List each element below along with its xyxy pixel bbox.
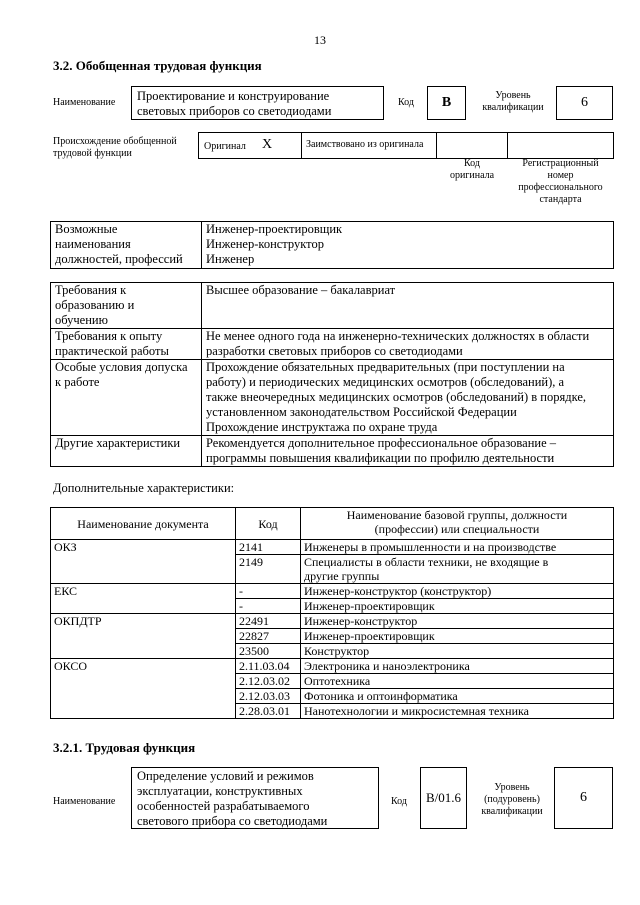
doc-cell: ОКЗ [51, 540, 236, 584]
reg-number-line4: стандарта [539, 194, 582, 205]
code-value: B [427, 86, 466, 120]
requirement-label [51, 329, 202, 360]
requirement-label-line: Требования к опыту [55, 329, 163, 343]
requirement-value-line: также внеочередных медицинских осмотров (обследований) в порядке, [206, 390, 587, 404]
requirement-value-line: работу) и периодических медицинских осмотров (обследований), а [206, 375, 565, 389]
function-name-label: Наименование [53, 796, 116, 807]
requirement-value [202, 283, 614, 329]
table-row [51, 584, 614, 599]
requirement-label-line: к работе [55, 375, 100, 389]
function-code-value: B/01.6 [420, 767, 467, 829]
function-name-line: светового прибора со светодиодами [137, 814, 328, 828]
name-cell: Инженер-конструктор (конструктор) [301, 584, 614, 599]
positions-label-line3: должностей, профессий [55, 252, 183, 266]
function-name-line1: Проектирование и конструирование [137, 89, 330, 103]
additional-table [50, 507, 614, 719]
function-level-line1: Уровень [494, 782, 530, 793]
level-label-line2: квалификации [482, 102, 544, 113]
name-cell: Нанотехнологии и микросистемная техника [301, 704, 614, 719]
reg-number-line1: Регистрационный [522, 158, 599, 169]
requirements-table [50, 282, 614, 467]
positions-table [50, 221, 614, 269]
code-cell: 2.11.03.04 [236, 659, 301, 674]
origin-label [53, 136, 177, 160]
function-name-line: эксплуатации, конструктивных [137, 784, 303, 798]
col-header-name-line1: Наименование базовой группы, должности [346, 508, 568, 522]
function-name-box [131, 86, 384, 120]
col-header-code: Код [236, 508, 301, 540]
function-code-label: Код [391, 796, 407, 807]
code-cell: 2.12.03.02 [236, 674, 301, 689]
code-original-caption [436, 158, 508, 182]
position-item: Инженер-конструктор [206, 237, 324, 251]
col-header-name [301, 508, 614, 540]
code-cell: 2.28.03.01 [236, 704, 301, 719]
requirement-value-line: установленном законодательством Российской Федерации [206, 405, 517, 419]
requirement-value [202, 436, 614, 467]
function-level-line3: квалификации [481, 806, 543, 817]
code-cell: 2141 [236, 540, 301, 555]
requirement-label-line: практической работы [55, 344, 169, 358]
original-cell [198, 132, 302, 159]
name-cell: Конструктор [301, 644, 614, 659]
requirement-value-line: Не менее одного года на инженерно-технических должностях в области [206, 329, 590, 343]
section-heading: 3.2. Обобщенная трудовая функция [53, 58, 262, 73]
requirement-label-line: обучению [55, 313, 108, 327]
code-label: Код [398, 97, 414, 108]
origin-label-line1: Происхождение обобщенной [53, 136, 177, 147]
function-level-line2: (подуровень) [484, 794, 540, 805]
requirement-label-line: Требования к [55, 283, 127, 297]
col-header-doc: Наименование документа [51, 508, 236, 540]
code-original-line2: оригинала [449, 170, 495, 181]
name-cell: Фотоника и оптоинформатика [301, 689, 614, 704]
positions-label [51, 222, 202, 269]
name-cell [301, 555, 614, 584]
requirement-label-line: образованию и [55, 298, 135, 312]
reg-number-caption [507, 158, 614, 206]
name-cell-line1: Специалисты в области техники, не входящие в [304, 555, 549, 569]
level-value: 6 [556, 86, 613, 120]
function-level-value: 6 [554, 767, 613, 829]
reg-number-line3: профессионального [518, 182, 603, 193]
requirement-value-line: Высшее образование – бакалавриат [206, 283, 396, 297]
requirement-value-line: разработки световых приборов со светодиодами [206, 344, 463, 358]
requirement-value-line: Прохождение инструктажа по охране труда [206, 420, 438, 434]
code-original-box [436, 132, 508, 159]
code-cell: - [236, 584, 301, 599]
positions-values [202, 222, 614, 269]
code-cell: 2.12.03.03 [236, 689, 301, 704]
col-header-name-line2: (профессии) или специальности [374, 522, 540, 536]
page-number: 13 [314, 33, 326, 47]
requirement-label [51, 436, 202, 467]
position-item: Инженер-проектировщик [206, 222, 343, 236]
borrowed-label: Заимствовано из оригинала [306, 139, 424, 150]
requirement-label [51, 283, 202, 329]
origin-label-line2: трудовой функции [53, 148, 132, 159]
reg-number-box [507, 132, 614, 159]
doc-cell: ОКСО [51, 659, 236, 719]
doc-cell: ЕКС [51, 584, 236, 614]
additional-title: Дополнительные характеристики: [53, 481, 235, 495]
positions-label-line2: наименования [55, 237, 131, 251]
code-cell: 23500 [236, 644, 301, 659]
function-name-box [131, 767, 379, 829]
level-label [475, 90, 551, 114]
requirement-value [202, 329, 614, 360]
code-cell: 22827 [236, 629, 301, 644]
name-cell: Инженер-проектировщик [301, 599, 614, 614]
table-row [51, 540, 614, 555]
code-cell: - [236, 599, 301, 614]
requirement-label-line: Особые условия допуска [55, 360, 188, 374]
code-original-line1: Код [464, 158, 480, 169]
requirement-value-line: Рекомендуется дополнительное профессиональное образование – [206, 436, 557, 450]
requirement-value-line: Прохождение обязательных предварительных (при поступлении на [206, 360, 565, 374]
code-cell: 2149 [236, 555, 301, 584]
positions-label-line1: Возможные [55, 222, 118, 236]
function-level-label [473, 782, 551, 818]
function-heading: 3.2.1. Трудовая функция [53, 740, 196, 755]
requirement-label-line: Другие характеристики [55, 436, 181, 450]
name-label: Наименование [53, 97, 116, 108]
name-cell: Инженер-проектировщик [301, 629, 614, 644]
requirement-label [51, 360, 202, 436]
function-name-line: особенностей разрабатываемого [137, 799, 310, 813]
table-row [51, 614, 614, 629]
original-mark: X [262, 137, 273, 152]
table-row [51, 659, 614, 674]
doc-cell: ОКПДТР [51, 614, 236, 659]
name-cell: Инженеры в промышленности и на производстве [301, 540, 614, 555]
level-label-line1: Уровень [495, 90, 531, 101]
name-cell-line2: другие группы [304, 569, 380, 583]
function-name-line2: световых приборов со светодиодами [137, 104, 332, 118]
name-cell: Инженер-конструктор [301, 614, 614, 629]
requirement-value [202, 360, 614, 436]
name-cell: Оптотехника [301, 674, 614, 689]
borrowed-cell [301, 132, 437, 159]
original-label: Оригинал [204, 141, 246, 152]
name-cell: Электроника и наноэлектроника [301, 659, 614, 674]
position-item: Инженер [206, 252, 255, 266]
reg-number-line2: номер [547, 170, 574, 181]
code-cell: 22491 [236, 614, 301, 629]
function-name-line: Определение условий и режимов [137, 769, 314, 783]
requirement-value-line: программы повышения квалификации по профилю деятельности [206, 451, 555, 465]
